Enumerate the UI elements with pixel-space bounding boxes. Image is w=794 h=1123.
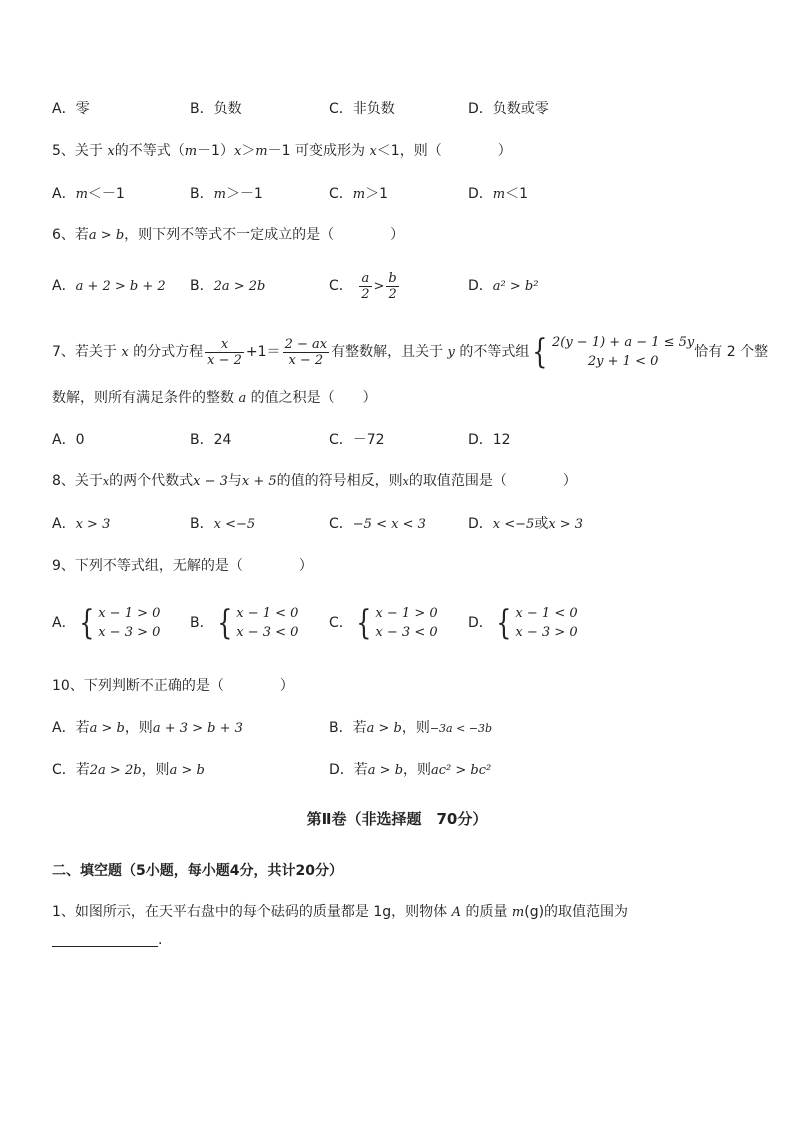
inequality-system: { 2(y − 1) + a − 1 ≤ 5y 2y + 1 < 0 xyxy=(532,332,695,372)
q6-option-d: D．a² > b² xyxy=(468,278,539,294)
q7-stem-line1: 7、若关于 x 的分式方程 $\frac{x}{x - 2}$ +1＝ $\frac{2 - ax}{x - 2}$ 有整数解，且关于 y 的不等式组 { 2(y − 1) + a − 1 ≤ 5y 2y + 1 < 0 恰有 2 个整 xyxy=(52,332,769,372)
q10-option-c: C．若2a > 2b，则a > b xyxy=(52,762,205,778)
q7-option-b: B．24 xyxy=(190,432,232,448)
q7-stem-line2: 数解，则所有满足条件的整数 a 的值之积是（ ） xyxy=(52,390,377,406)
fill1-end: . xyxy=(158,932,163,948)
q4-option-b: B．负数 xyxy=(190,101,242,117)
q5-option-d: D．m＜1 xyxy=(468,186,529,202)
q9-option-c: C． { x − 1 > 0 x − 3 < 0 xyxy=(329,603,438,643)
fraction: $\frac{x}{x - 2}$ xyxy=(207,336,242,368)
q7-option-d: D．12 xyxy=(468,432,511,448)
q8-stem: 8、关于x的两个代数式x − 3与x + 5的值的符号相反，则x的取值范围是（ ） xyxy=(52,473,577,489)
q4-option-a: A．零 xyxy=(52,101,90,117)
q4-option-d: D．负数或零 xyxy=(468,101,549,117)
q5-option-a: A．m＜－1 xyxy=(52,186,125,202)
q8-option-d: D．x <−5或x > 3 xyxy=(468,516,584,532)
q6-option-b: B．2a > 2b xyxy=(190,278,266,294)
fraction: $\frac{2 - ax}{x - 2}$ xyxy=(284,336,328,368)
q8-option-c: C．−5 < x < 3 xyxy=(329,516,426,532)
q8-option-b: B．x <−5 xyxy=(190,516,256,532)
q9-option-b: B． { x − 1 < 0 x − 3 < 0 xyxy=(190,603,299,643)
q10-stem: 10、下列判断不正确的是（ ） xyxy=(52,678,294,694)
q8-option-a: A．x > 3 xyxy=(52,516,111,532)
q7-option-c: C．－72 xyxy=(329,432,385,448)
fill1-stem: 1、如图所示，在天平右盘中的每个砝码的质量都是 1g，则物体 A 的质量 m(g)的取值范围为 xyxy=(52,904,629,920)
q6-option-c: C． $\frac{a}{2}$ > $\frac{b}{2}$ xyxy=(329,270,397,302)
q7-option-a: A．0 xyxy=(52,432,85,448)
part-title: 二、填空题（5小题，每小题4分，共计20分） xyxy=(52,863,343,879)
q9-option-d: D． { x − 1 < 0 x − 3 > 0 xyxy=(468,603,578,643)
q10-option-d: D．若a > b，则ac² > bc² xyxy=(329,762,492,778)
fraction: $\frac{b}{2}$ xyxy=(388,270,397,302)
q10-option-a: A．若a > b，则a + 3 > b + 3 xyxy=(52,720,243,736)
q6-stem: 6、若a > b，则下列不等式不一定成立的是（ ） xyxy=(52,227,405,243)
q5-stem: 5、关于 x的不等式（m－1）x＞m－1 可变成形为 x＜1，则（ ） xyxy=(52,143,512,159)
q4-option-c: C．非负数 xyxy=(329,101,395,117)
q10-option-b: B．若a > b，则−3a < −3b xyxy=(329,720,493,736)
q6-option-a: A．a + 2 > b + 2 xyxy=(52,278,166,294)
fraction: $\frac{a}{2}$ xyxy=(361,270,370,302)
q9-option-a: A． { x − 1 > 0 x − 3 > 0 xyxy=(52,603,161,643)
q5-option-c: C．m＞1 xyxy=(329,186,389,202)
q9-stem: 9、下列不等式组，无解的是（ ） xyxy=(52,558,313,574)
section-title: 第Ⅱ卷（非选择题 70分） xyxy=(306,810,488,828)
q5-option-b: B．m＞－1 xyxy=(190,186,263,202)
answer-blank[interactable] xyxy=(52,936,158,947)
